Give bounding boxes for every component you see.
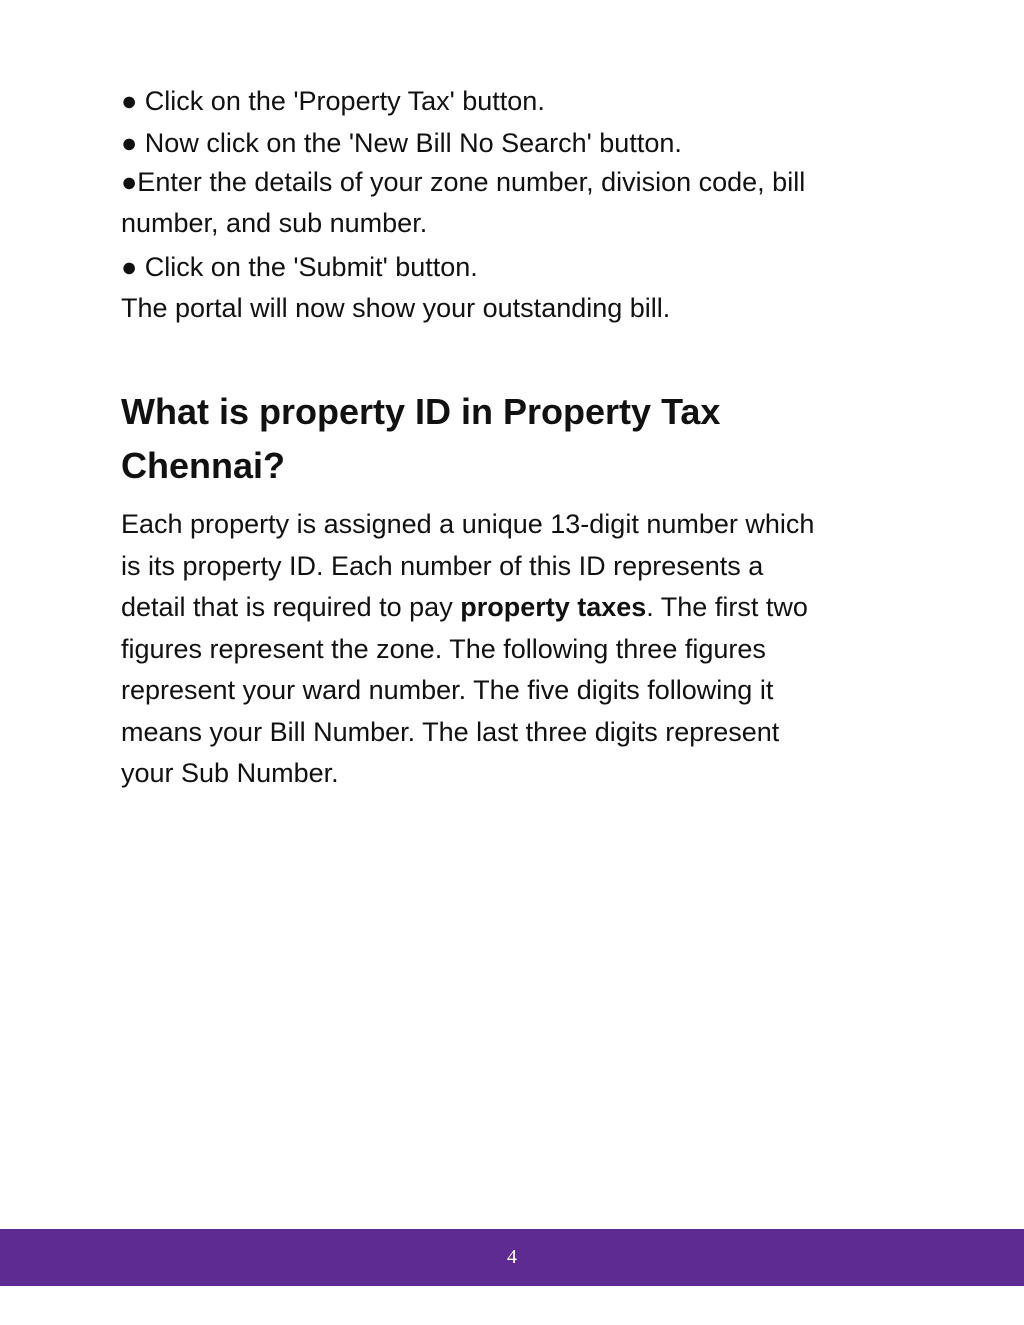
step-new-bill-search: ● Now click on the 'New Bill No Search' button. [121,128,682,158]
paragraph-line: figures represent the zone. The following three figures [121,633,766,664]
page-number: 4 [507,1246,517,1268]
paragraph-text: detail that is required to pay [121,592,461,622]
step-property-tax-button: ● Click on the 'Property Tax' button. [121,86,545,116]
paragraph-line: is its property ID. Each number of this ID represents a [121,550,764,581]
paragraph-text: . The first two [646,592,808,622]
body-paragraph [121,504,901,795]
paragraph-line: Each property is assigned a unique 13-digit number which [121,509,815,539]
step-enter-details-continued: number, and sub number. [121,208,428,238]
paragraph-line [121,587,901,629]
page-footer-bar [0,1229,1024,1286]
paragraph-line: your Sub Number. [121,758,339,788]
step-submit-button: ● Click on the 'Submit' button. [121,252,478,282]
paragraph-line: means your Bill Number. The last three digits represent [121,716,780,747]
section-heading [121,385,881,493]
step-enter-details: ●Enter the details of your zone number, division code, bill [121,167,806,197]
heading-line-1: What is property ID in Property Tax [121,391,721,432]
step-outcome: The portal will now show your outstanding bill. [121,293,671,323]
property-taxes-link[interactable]: property taxes [460,592,647,622]
heading-line-2: Chennai? [121,445,286,486]
paragraph-line: represent your ward number. The five digits following it [121,675,774,705]
